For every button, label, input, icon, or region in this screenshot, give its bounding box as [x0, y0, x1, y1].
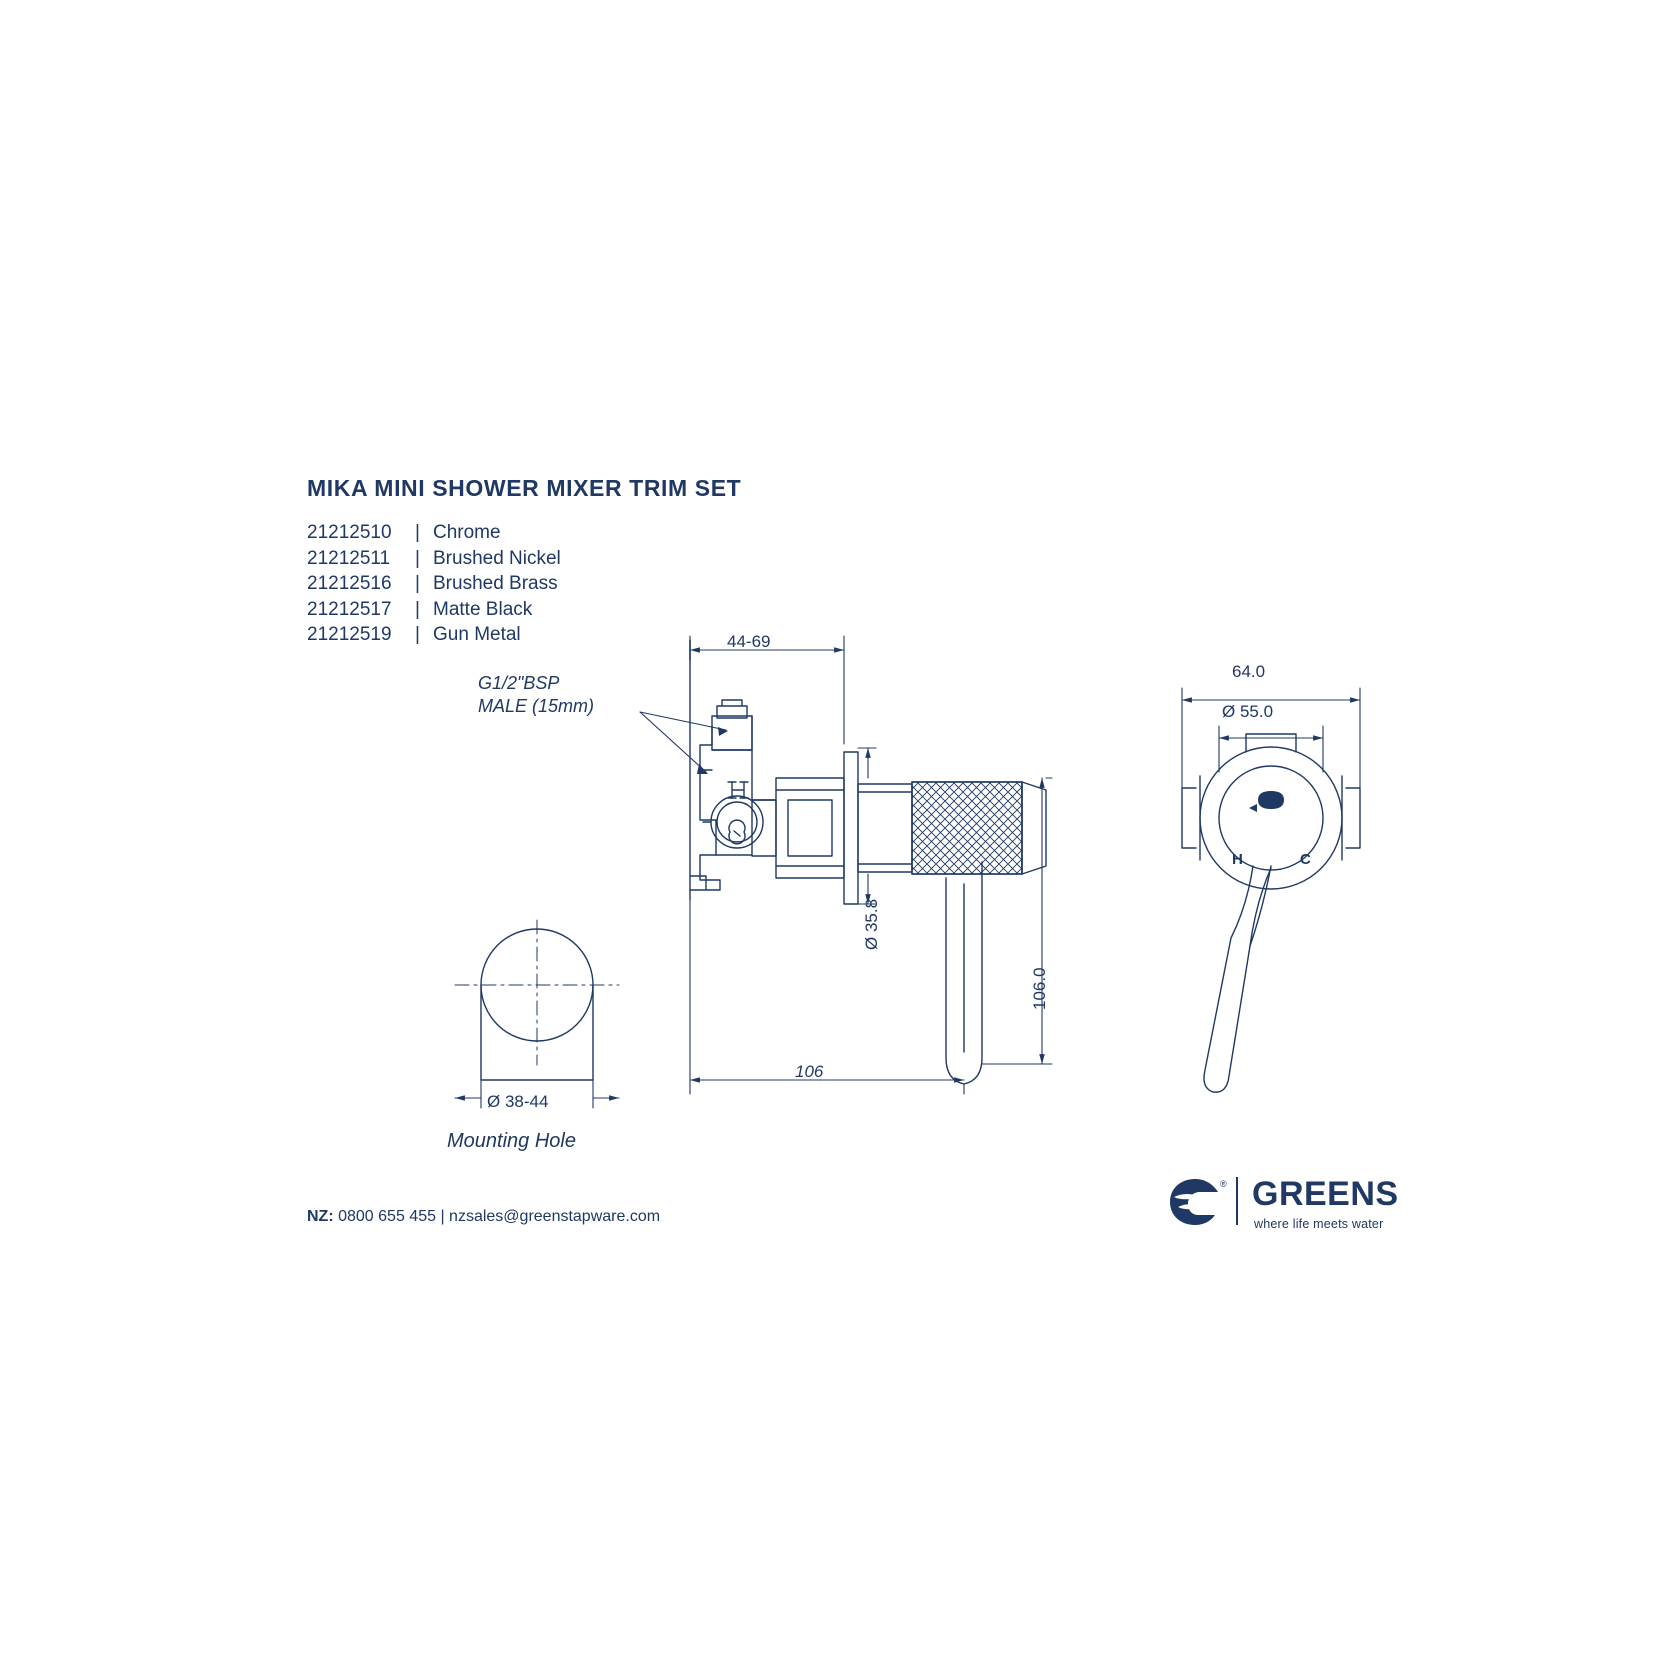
contact-separator: |	[440, 1208, 445, 1225]
list-item	[307, 597, 561, 623]
knurled-hub	[912, 782, 1022, 874]
knurled-texture	[912, 782, 1022, 874]
bsp-note: G1/2"BSP MALE (15mm)	[478, 673, 595, 716]
product-separator: |	[415, 598, 420, 620]
wall-plate-side	[844, 752, 858, 904]
product-finish: Gun Metal	[433, 624, 521, 645]
spindle	[858, 784, 912, 872]
dim-label-plate-width: 64.0	[1232, 662, 1266, 681]
footer-contact	[307, 1208, 660, 1226]
product-separator: |	[415, 624, 420, 645]
brand-divider	[1236, 1177, 1238, 1225]
dim-handle-length	[982, 778, 1052, 1064]
mounting-hole-view	[455, 920, 619, 1108]
bsp-leader	[640, 712, 728, 774]
page-title: MIKA MINI SHOWER MIXER TRIM SET	[307, 475, 742, 501]
cold-marker: C	[1300, 851, 1311, 868]
product-sku: 21212511	[307, 547, 391, 569]
list-item	[307, 571, 561, 597]
product-finish: Chrome	[433, 522, 501, 543]
inlet-body	[700, 700, 752, 890]
list-item	[307, 520, 561, 546]
dim-label-handle-length: 106.0	[1030, 967, 1049, 1010]
product-separator: |	[415, 522, 420, 543]
contact-phone: 0800 655 455	[338, 1208, 436, 1225]
dim-spindle-diameter	[858, 748, 876, 904]
product-separator: |	[415, 573, 420, 594]
product-separator: |	[415, 547, 420, 569]
brand-logo	[1168, 1175, 1428, 1237]
registered-mark: ®	[1220, 1179, 1227, 1189]
dim-label-plate-dia: Ø 55.0	[1222, 702, 1274, 721]
list-item	[307, 546, 561, 572]
product-code-list	[307, 520, 561, 648]
dim-label-projection: 106	[795, 1062, 824, 1081]
contact-email[interactable]: nzsales@greenstapware.com	[449, 1208, 661, 1225]
mounting-hole-caption: Mounting Hole	[447, 1130, 576, 1152]
brand-name: GREENS	[1252, 1175, 1399, 1213]
product-sku: 21212519	[307, 624, 392, 645]
brand-tagline: where life meets water	[1254, 1217, 1384, 1231]
greens-logo-icon	[1168, 1177, 1222, 1227]
dim-wall-depth	[690, 636, 844, 744]
inlet-pipe	[716, 800, 776, 856]
product-sku: 21212517	[307, 598, 392, 620]
dim-label-wall-depth: 44-69	[727, 632, 771, 651]
product-finish: Matte Black	[433, 598, 533, 620]
list-item	[307, 622, 561, 648]
stopcock-circle	[703, 796, 763, 848]
product-sku: 21212510	[307, 522, 392, 543]
mixer-body	[776, 778, 844, 878]
dim-label-mounting-hole: Ø 38-44	[487, 1092, 549, 1111]
dim-label-spindle-dia: Ø 35.8	[862, 898, 881, 950]
product-sku: 21212516	[307, 573, 392, 594]
hot-marker: H	[1232, 851, 1243, 868]
handle-lever-side	[946, 782, 1046, 1084]
dim-projection	[690, 900, 964, 1094]
contact-country: NZ:	[307, 1208, 334, 1225]
product-finish: Brushed Nickel	[433, 547, 561, 569]
front-view	[1182, 688, 1360, 1092]
product-finish: Brushed Brass	[433, 573, 558, 594]
wall-bracket-side	[690, 640, 706, 900]
